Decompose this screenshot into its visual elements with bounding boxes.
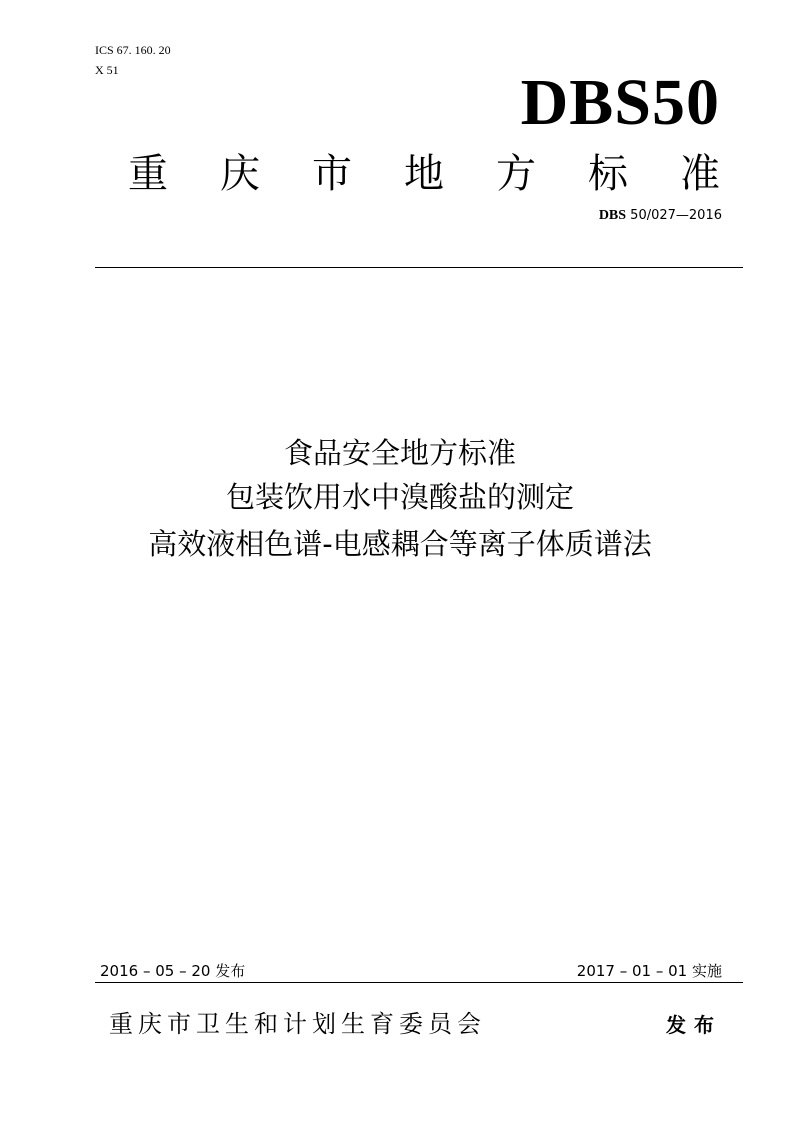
header-divider	[95, 267, 743, 268]
standard-type-char: 市	[312, 151, 352, 197]
footer-divider	[95, 982, 743, 983]
classification-code: X 51	[95, 63, 119, 77]
standard-type-char: 准	[680, 151, 720, 197]
standard-number-prefix: DBS	[598, 208, 627, 223]
standard-type-char: 方	[496, 151, 536, 197]
standard-number-value: 50/027—2016	[626, 208, 722, 223]
ics-code: ICS 67. 160. 20	[95, 43, 171, 57]
document-title-line-2: 包装饮用水中溴酸盐的测定	[225, 480, 574, 514]
publish-date: 2016 – 05 – 20 发布	[100, 962, 246, 980]
standard-type-char: 地	[404, 151, 444, 197]
standard-type-char: 标	[588, 151, 628, 197]
standard-type-char: 重	[128, 151, 168, 197]
standard-number	[599, 208, 722, 224]
standard-type-title	[128, 152, 720, 196]
document-title-line-3: 高效液相色谱-电感耦合等离子体质谱法	[148, 527, 652, 561]
publish-label: 发布	[666, 1013, 722, 1037]
implementation-date: 2017 – 01 – 01 实施	[576, 962, 722, 980]
standard-type-char: 庆	[220, 151, 260, 197]
standard-mark: DBS50	[520, 66, 720, 139]
document-title-line-1: 食品安全地方标准	[283, 436, 516, 470]
publisher-name: 重庆市卫生和计划生育委员会	[109, 1010, 486, 1038]
